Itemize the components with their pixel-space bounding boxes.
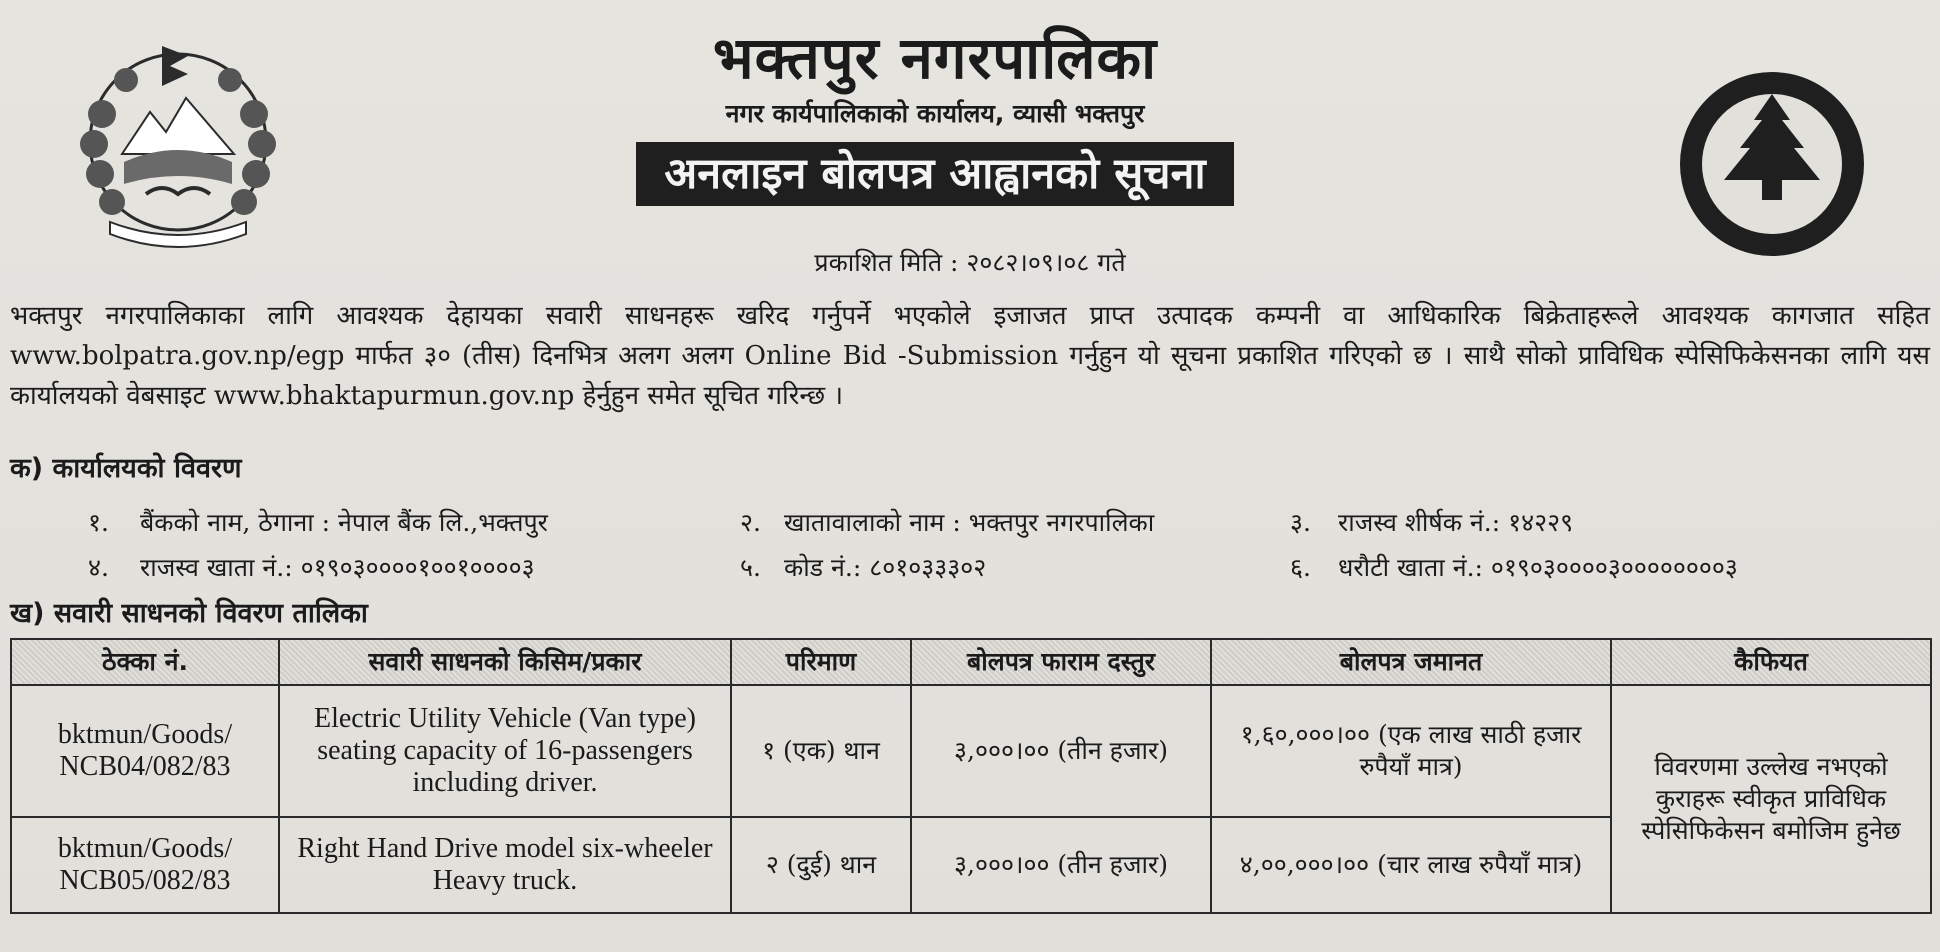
office-details-heading: क) कार्यालयको विवरण: [10, 453, 242, 484]
form-fee-cell: ३,०००।०० (तीन हजार): [911, 817, 1211, 913]
nepal-government-emblem-icon: [62, 34, 294, 254]
office-item-no: १.: [88, 508, 109, 537]
contract-no-cell: bktmun/Goods/ NCB05/082/83: [11, 817, 279, 913]
bhaktapur-municipality-logo-icon: [1658, 68, 1886, 260]
column-header-vehicle-type: सवारी साधनको किसिम/प्रकार: [279, 639, 731, 685]
bank-name: बैंकको नाम, ठेगाना : नेपाल बैंक लि.,भक्तपुर: [140, 508, 548, 537]
column-header-quantity: परिमाण: [731, 639, 911, 685]
vehicle-type-cell: Right Hand Drive model six-wheeler Heavy truck.: [279, 817, 731, 913]
municipality-title: भक्तपुर नगरपालिका: [712, 24, 1158, 92]
notice-titles: [470, 22, 1400, 206]
revenue-account-no: राजस्व खाता नं.: ०१९०३००००१००१००००३: [140, 553, 535, 582]
office-item-no: ३.: [1290, 508, 1311, 537]
notice-banner: अनलाइन बोलपत्र आह्वानको सूचना: [636, 142, 1233, 206]
vehicle-details-table: [10, 638, 1932, 914]
account-holder-name: खातावालाको नाम : भक्तपुर नगरपालिका: [784, 508, 1155, 537]
vehicle-type-cell: Electric Utility Vehicle (Van type) seating capacity of 16-passengers including driver.: [279, 685, 731, 817]
office-item-no: २.: [740, 508, 761, 537]
table-row: [11, 685, 1931, 817]
vehicle-details-heading: ख) सवारी साधनको विवरण तालिका: [10, 598, 368, 629]
notice-header: [10, 0, 1930, 277]
notice-paragraph: भक्तपुर नगरपालिकाका लागि आवश्यक देहायका सवारी साधनहरू खरिद गर्नुपर्ने भएकोले इजाजत प्राप्त उत्पादक कम्पनी वा आधिकारिक बिक्रेताहरूले आवश्यक कागजात सहित www.bolpatra.gov.np/egp मार्फत ३० (तीस) दिनभित्र अलग अलग Online Bid -Submission गर्नुहुन यो सूचना प्रकाशित गरिएको छ । साथै सोको प्राविधिक स्पेसिफिकेसनका लागि यस कार्यालयको वेबसाइट www.bhaktapurmun.gov.np हेर्नुहुन समेत सूचित गरिन्छ ।: [10, 301, 1930, 411]
office-item-no: ४.: [88, 553, 109, 582]
deposit-account-no: धरौटी खाता नं.: ०१९०३००००३००००००००३: [1338, 553, 1738, 582]
publish-date: प्रकाशित मिति : २०८२।०९।०८ गते: [814, 248, 1126, 277]
office-item-no: ६.: [1290, 553, 1311, 582]
column-header-bid-security: बोलपत्र जमानत: [1211, 639, 1611, 685]
quantity-cell: २ (दुई) थान: [731, 817, 911, 913]
form-fee-cell: ३,०००।०० (तीन हजार): [911, 685, 1211, 817]
column-header-form-fee: बोलपत्र फाराम दस्तुर: [911, 639, 1211, 685]
contract-no-cell: bktmun/Goods/ NCB04/082/83: [11, 685, 279, 817]
quantity-cell: १ (एक) थान: [731, 685, 911, 817]
revenue-heading-no: राजस्व शीर्षक नं.: १४२२९: [1338, 508, 1574, 537]
bid-security-cell: ४,००,०००।०० (चार लाख रुपैयाँ मात्र): [1211, 817, 1611, 913]
column-header-contract-no: ठेक्का नं.: [11, 639, 279, 685]
column-header-remarks: कैफियत: [1611, 639, 1931, 685]
office-item-no: ५.: [740, 553, 761, 582]
office-code: कोड नं.: ८०१०३३३०२: [784, 553, 987, 582]
remarks-cell: विवरणमा उल्लेख नभएको कुराहरू स्वीकृत प्राविधिक स्पेसिफिकेसन बमोजिम हुनेछ: [1611, 685, 1931, 913]
office-subtitle: नगर कार्यपालिकाको कार्यालय, व्यासी भक्तपुर: [725, 99, 1145, 128]
table-header-row: [11, 639, 1931, 685]
bid-security-cell: १,६०,०००।०० (एक लाख साठी हजार रुपैयाँ मात्र): [1211, 685, 1611, 817]
